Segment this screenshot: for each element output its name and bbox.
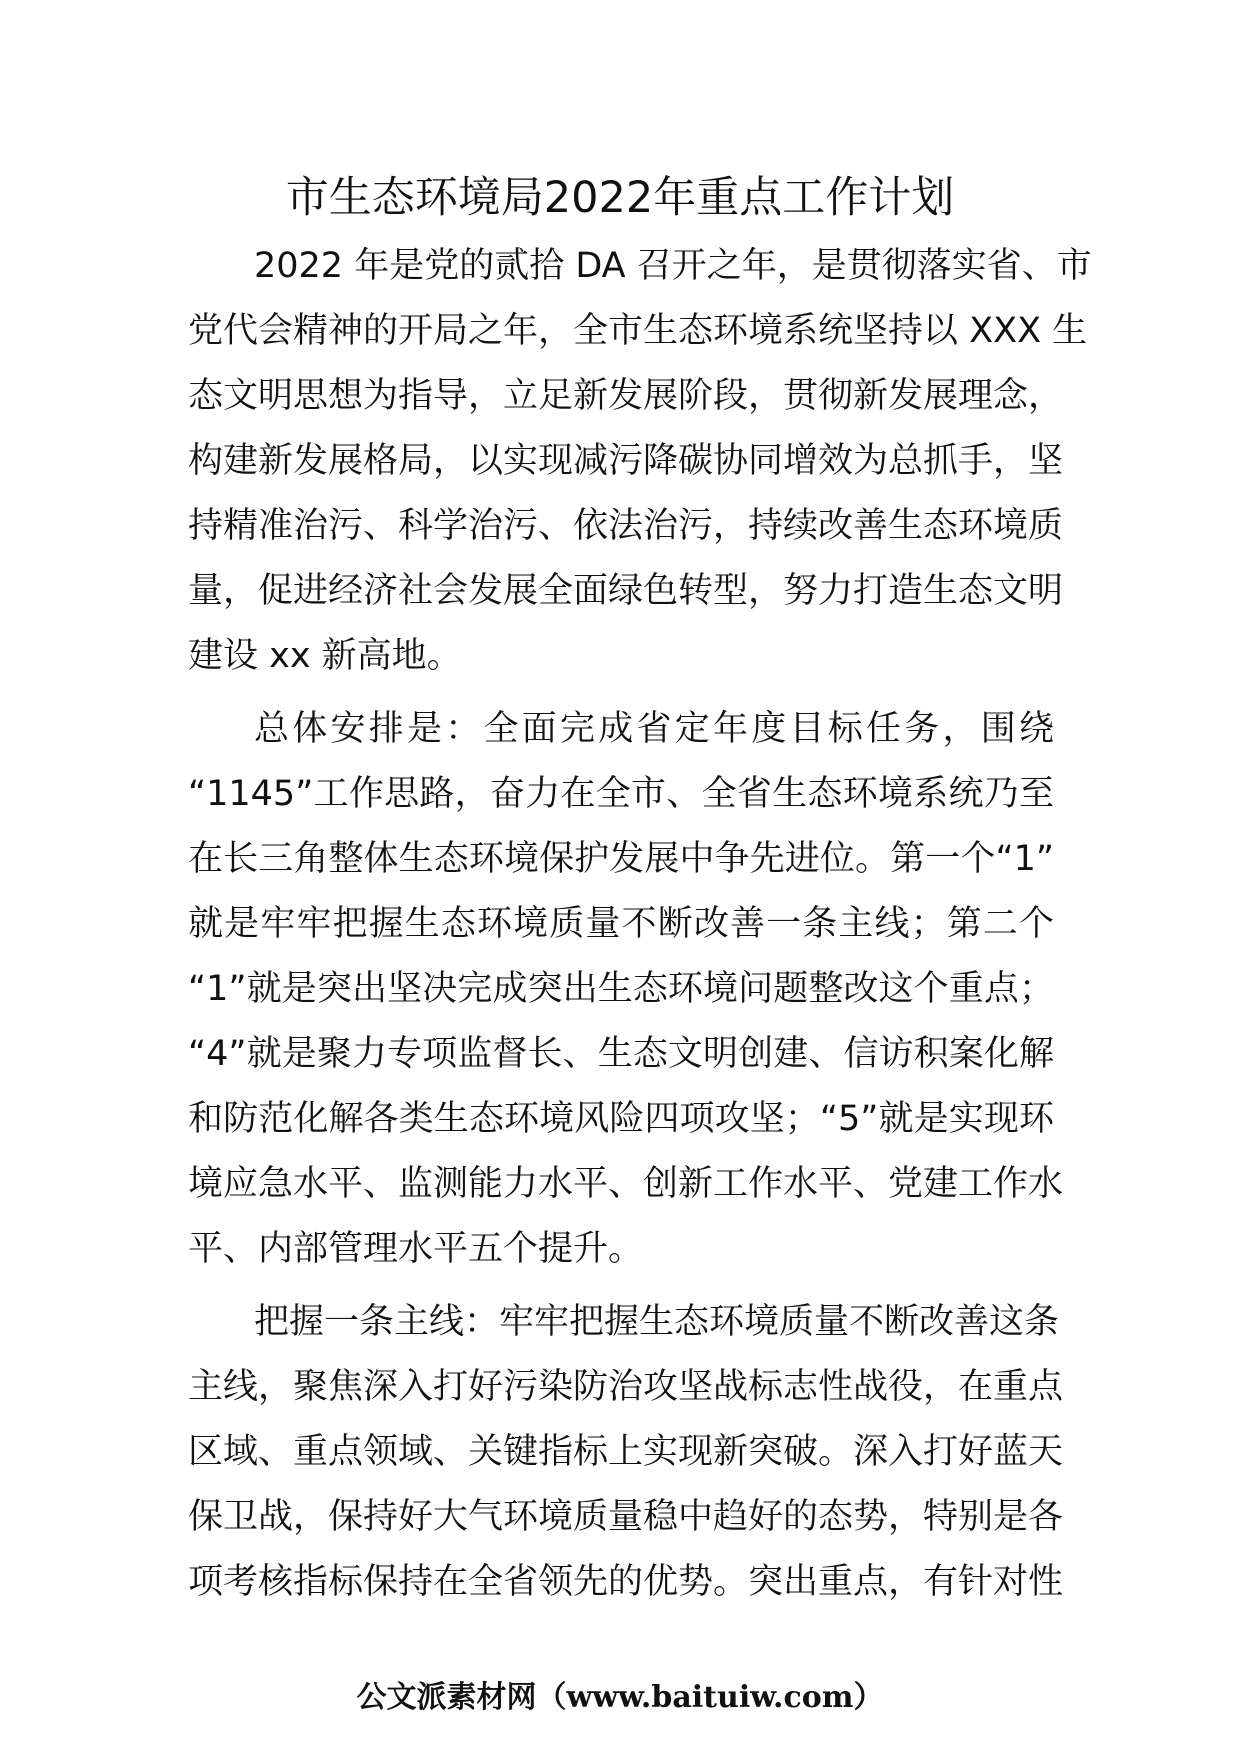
text-line: 保卫战，保持好大气环境质量稳中趋好的态势，特别是各 bbox=[188, 1497, 1064, 1537]
paragraph bbox=[188, 1290, 1064, 1615]
text-line: 把握一条主线：牢牢把握生态环境质量不断改善这条 bbox=[254, 1302, 1060, 1342]
text-line: 主线，聚焦深入打好污染防治攻坚战标志性战役，在重点 bbox=[188, 1367, 1064, 1407]
text-line: 平、内部管理水平五个提升。 bbox=[188, 1229, 644, 1269]
text-line: “1145”工作思路，奋力在全市、全省生态环境系统乃至 bbox=[188, 774, 1054, 814]
text-line: 区域、重点领域、关键指标上实现新突破。深入打好蓝天 bbox=[188, 1432, 1064, 1472]
text-line: 总体安排是：全面完成省定年度目标任务，围绕 bbox=[254, 709, 1054, 749]
paragraph bbox=[188, 234, 1092, 689]
document-body bbox=[188, 234, 1092, 1615]
text-line: 项考核指标保持在全省领先的优势。突出重点，有针对性 bbox=[188, 1562, 1064, 1602]
text-line: “1”就是突出坚决完成突出生态环境问题整改这个重点； bbox=[188, 969, 1054, 1009]
text-line: 和防范化解各类生态环境风险四项攻坚；“5”就是实现环 bbox=[188, 1099, 1054, 1139]
text-line: 量，促进经济社会发展全面绿色转型，努力打造生态文明 bbox=[188, 571, 1064, 611]
text-line: 持精准治污、科学治污、依法治污，持续改善生态环境质 bbox=[188, 506, 1064, 546]
text-line: 党代会精神的开局之年，全市生态环境系统坚持以 XXX 生 bbox=[188, 311, 1088, 351]
text-line: 境应急水平、监测能力水平、创新工作水平、党建工作水 bbox=[188, 1164, 1064, 1204]
text-line: 2022 年是党的贰拾 DA 召开之年，是贯彻落实省、市 bbox=[254, 246, 1092, 286]
text-line: 构建新发展格局，以实现减污降碳协同增效为总抓手，坚 bbox=[188, 441, 1064, 481]
text-line: “4”就是聚力专项监督长、生态文明创建、信访积案化解 bbox=[188, 1034, 1054, 1074]
source-footer: 公文派素材网（www.baituiw.com） bbox=[356, 1680, 884, 1715]
text-line: 就是牢牢把握生态环境质量不断改善一条主线；第二个 bbox=[188, 904, 1054, 944]
text-line: 建设 xx 新高地。 bbox=[188, 636, 462, 676]
text-line: 在长三角整体生态环境保护发展中争先进位。第一个“1” bbox=[188, 839, 1054, 879]
document-title: 市生态环境局2022年重点工作计划 bbox=[285, 173, 955, 223]
text-line: 态文明思想为指导，立足新发展阶段，贯彻新发展理念， bbox=[188, 376, 1064, 416]
paragraph bbox=[188, 697, 1064, 1282]
